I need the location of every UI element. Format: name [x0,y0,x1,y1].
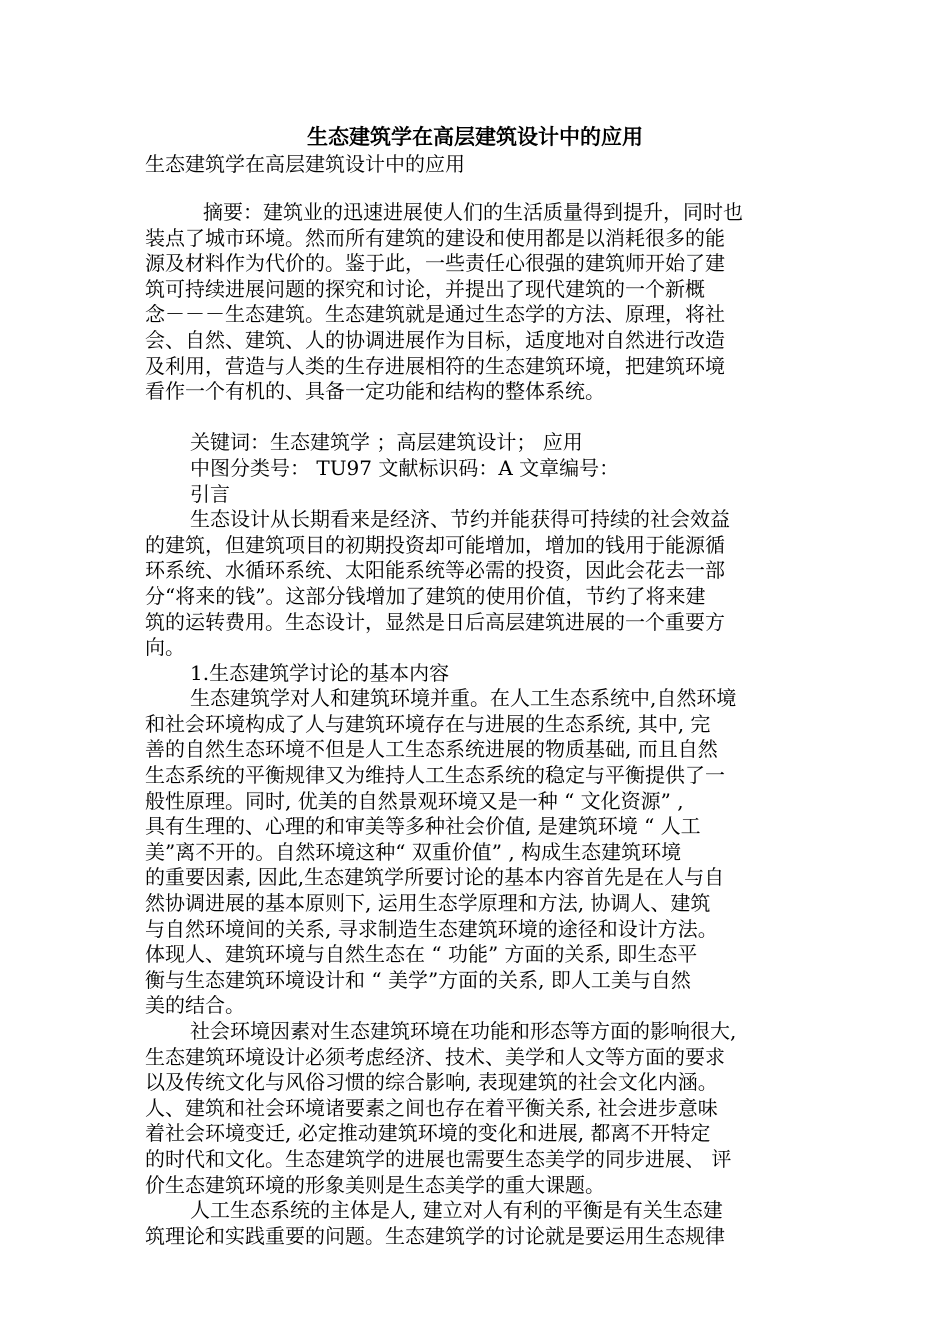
classification-line: 中图分类号： TU97 文献标识码：A 文章编号： [190,455,620,480]
intro-line: 分“将来的钱”。这部分钱增加了建筑的使用价值，节约了将来建 [145,583,706,608]
paragraph-line: 美”离不开的。自然环境这种“ 双重价值” , 构成生态建筑环境 [145,839,682,864]
paragraph-line: 般性原理。同时, 优美的自然景观环境又是一种 “ 文化资源” , [145,788,684,813]
abstract-line: 看作一个有机的、具备一定功能和结构的整体系统。 [145,379,605,404]
abstract-line: 念－－－生态建筑。生态建筑就是通过生态学的方法、原理，将社 [145,302,725,327]
paragraph-line: 以及传统文化与风俗习惯的综合影响, 表现建筑的社会文化内涵。 [145,1070,718,1095]
paragraph-line: 美的结合。 [145,993,245,1018]
paragraph-line: 人、建筑和社会环境诸要素之间也存在着平衡关系, 社会进步意味 [145,1095,718,1120]
intro-paragraph [145,507,805,661]
keywords-line: 关键词：生态建筑学 ；高层建筑设计； 应用 [190,430,583,455]
body-paragraph-3 [145,1198,805,1249]
page-subtitle: 生态建筑学在高层建筑设计中的应用 [145,152,465,176]
document-body [145,200,805,1249]
page-title: 生态建筑学在高层建筑设计中的应用 [307,124,643,149]
abstract-line: 筑可持续进展问题的探究和讨论，并提出了现代建筑的一个新概 [145,276,705,301]
paragraph-line: 然协调进展的基本原则下, 运用生态学原理和方法, 协调人、建筑 [145,891,711,916]
intro-line: 环系统、水循环系统、太阳能系统等必需的投资，因此会花去一部 [145,558,725,583]
intro-line: 筑的运转费用。生态设计，显然是日后高层建筑进展的一个重要方 [145,609,725,634]
paragraph-line: 具有生理的、心理的和审美等多种社会价值, 是建筑环境 “ 人工 [145,814,701,839]
abstract-line: 装点了城市环境。然而所有建筑的建设和使用都是以消耗很多的能 [145,225,725,250]
abstract-line: 源及材料作为代价的。鉴于此，一些责任心很强的建筑师开始了建 [145,251,725,276]
body-paragraph-1 [145,686,805,1019]
abstract-line: 及利用，营造与人类的生存进展相符的生态建筑环境，把建筑环境 [145,353,725,378]
paragraph-line: 的时代和文化。生态建筑学的进展也需要生态美学的同步进展、 评 [145,1146,732,1171]
paragraph-line: 生态建筑环境设计必须考虑经济、技术、美学和人文等方面的要求 [145,1044,725,1069]
abstract-line: 摘要：建筑业的迅速进展使人们的生活质量得到提升，同时也 [203,200,743,224]
abstract-paragraph [145,200,805,405]
paragraph-line: 体现人、建筑环境与自然生态在 “ 功能” 方面的关系, 即生态平 [145,942,698,967]
intro-line: 生态设计从长期看来是经济、节约并能获得可持续的社会效益 [190,507,730,532]
paragraph-line: 生态建筑学对人和建筑环境并重。在人工生态系统中,自然环境 [190,686,737,711]
paragraph-gap [145,405,805,431]
paragraph-line: 善的自然生态环境不但是人工生态系统进展的物质基础, 而且自然 [145,737,718,762]
intro-line: 的建筑，但建筑项目的初期投资却可能增加，增加的钱用于能源循 [145,532,725,557]
paragraph-line: 的重要因素, 因此,生态建筑学所要讨论的基本内容首先是在人与自 [145,865,725,890]
paragraph-line: 衡与生态建筑环境设计和 “ 美学”方面的关系, 即人工美与自然 [145,967,691,992]
abstract-line: 会、自然、建筑、人的协调进展作为目标，适度地对自然进行改造 [145,327,725,352]
paragraph-line: 和社会环境构成了人与建筑环境存在与进展的生态系统, 其中, 完 [145,711,711,736]
paragraph-line: 人工生态系统的主体是人, 建立对人有利的平衡是有关生态建 [190,1198,723,1223]
paragraph-line: 筑理论和实践重要的问题。生态建筑学的讨论就是要运用生态规律 [145,1223,725,1248]
section-heading: 1.生态建筑学讨论的基本内容 [190,660,450,685]
paragraph-line: 社会环境因素对生态建筑环境在功能和形态等方面的影响很大, [190,1019,737,1043]
intro-heading: 引言 [190,481,230,506]
paragraph-line: 与自然环境间的关系, 寻求制造生态建筑环境的途径和设计方法。 [145,916,718,941]
paragraph-line: 价生态建筑环境的形象美则是生态美学的重大课题。 [145,1172,605,1197]
intro-line: 向。 [145,635,185,660]
paragraph-line: 生态系统的平衡规律又为维持人工生态系统的稳定与平衡提供了一 [145,763,725,788]
paragraph-line: 着社会环境变迁, 必定推动建筑环境的变化和进展, 都离不开特定 [145,1121,711,1146]
body-paragraph-2 [145,1019,805,1198]
